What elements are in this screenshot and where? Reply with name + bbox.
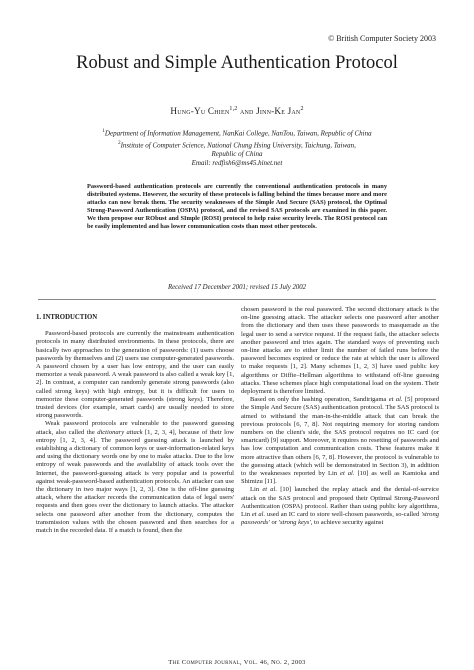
paragraph: chosen password is the real password. The second dictionary attack is the on-line guessing attack. The attacker selects one password after another from the dictionary and then uses these passwords to masquerade as the legal user to send a service request. If the request fails, the attacker selects another password and tries again. The standard ways of preventing such on-line attacks are to either limit the number of failed runs before the password becomes expired or reduce the rate at which the user is allowed to make requests [1, 2]. Many schemes [1, 2, 3] have used public key algorithms or Diffie–Hellman algorithms to withstand off-line guessing attacks. These schemes place high computational load on the system. Their deployment is therefore limited.: [241, 306, 439, 396]
author-1: Hung-Yu Chien: [170, 106, 230, 117]
author-2-affil: 2: [300, 106, 304, 112]
affiliation-1: $^1$Department of Information Management, NanKai College, NanTou, Taiwan, Republic of China: [102, 129, 372, 138]
divider: [38, 299, 436, 300]
journal-footer: The Computer Journal, Vol. 46, No. 2, 2003: [168, 659, 306, 666]
affiliations: [0, 127, 474, 168]
email: Email: redfish6@ms45.hinet.net: [191, 159, 283, 168]
section-heading: 1. INTRODUCTION: [36, 314, 98, 321]
paragraph: Lin et al. [10] launched the replay attack and the denial-of-service attack on the SAS protocol and proposed their Optimal Strong-Password Authentication (OSPA) protocol. Rather than using public key algorithms, Lin et al. used an IC card to store well-chosen passwords, so-called 'strong passwords' or 'strong keys', to achieve security against: [241, 486, 439, 527]
paragraph: Weak password protocols are vulnerable to the password guessing attack, also called the dictionary attack [1, 2, 3, 4], because of their low entropy [1, 2, 3, 4]. The password guessing attack is launched by establishing a dictionary of common keys or user-information-related keys and using the dictionary words one by one to make attacks. Due to the low entropy of weak passwords and the availability of attack tools over the Internet, the password-guessing attack is very popular and is powerful against weak-password-based authentication protocols. An attacker can use the dictionary in two major ways [1, 2, 3]. One is the off-line guessing attack, where the attacker records the communication data of legal users' requests and then goes over the dictionary to launch attacks. The attacker selects one password after another from the dictionary, computes the transmission values with the chosen password and then searches for a match in the recorded data. If a match is found, then the: [36, 420, 234, 535]
received-dates: Received 17 December 2001; revised 15 July 2002: [167, 284, 307, 291]
copyright-notice: © British Computer Society 2003: [328, 34, 436, 43]
paragraph: Based on only the hashing operation, Sandirigama et al. [5] proposed the Simple And Secure (SAS) authentication protocol. The SAS protocol is aimed to withstand the man-in-the-middle attack that can break the previous protocols [6, 7, 8]. Not requiring memory for storing random numbers on the client's side, the SAS protocol requires no IC card (or smartcard) [9] support. Moreover, it requires no resetting of passwords and has low computation and communication costs. These features make it more attractive than others [6, 7, 8]. However, the protocol is vulnerable to the guessing attack (which will be demonstrated in Section 3), in addition to the weaknesses reported by Lin et al. [10] as well as Kamioka and Shimizu [11].: [241, 396, 439, 486]
affiliation-2: $^2$Institute of Computer Science, National Chung Hsing University, Taichung, Taiwan,: [118, 140, 356, 149]
author-list: [0, 106, 474, 116]
abstract: Password-based authentication protocols are currently the conventional authentication protocols in many distributed systems. However, the security of these protocols is falling behind the times because more and more attacks can now break them. The security weaknesses of the Simple And Secure (SAS) protocol, the Optimal Strong-Password Authentication (OSPA) protocol, and the revised SAS protocols are examined in this paper. We then propose our RObust and SImple (ROSI) protocol to help raise security levels. The ROSI protocol can be easily implemented and has lower communication costs than most other protocols.: [87, 183, 387, 231]
author-and: and: [239, 106, 254, 117]
affiliation-2-line2: Republic of China: [211, 150, 263, 159]
author-2: Jinn-Ke Jan: [256, 106, 301, 117]
right-column: [241, 306, 439, 527]
author-1-affil: 1,2: [229, 106, 238, 112]
paragraph: Password-based protocols are currently the mainstream authentication protocols in many distributed environments. In these protocols, there are basically two approaches to the generation of passwords: (1) users choose passwords by themselves and (2) users use computer-generated passwords. A password chosen by a user has low entropy, and the user can easily memorize a weak password. A weak password is also called a weak key [1, 2]. In contrast, a computer can randomly generate strong passwords (also called strong keys) with high entropy, but it is difficult for users to memorize these computer-generated passwords (strong keys). Therefore, trusted devices (for example, smart cards) are usually needed to store strong passwords.: [36, 330, 234, 420]
paper-title: Robust and Simple Authentication Protocol: [76, 53, 398, 73]
left-column: [36, 306, 234, 535]
